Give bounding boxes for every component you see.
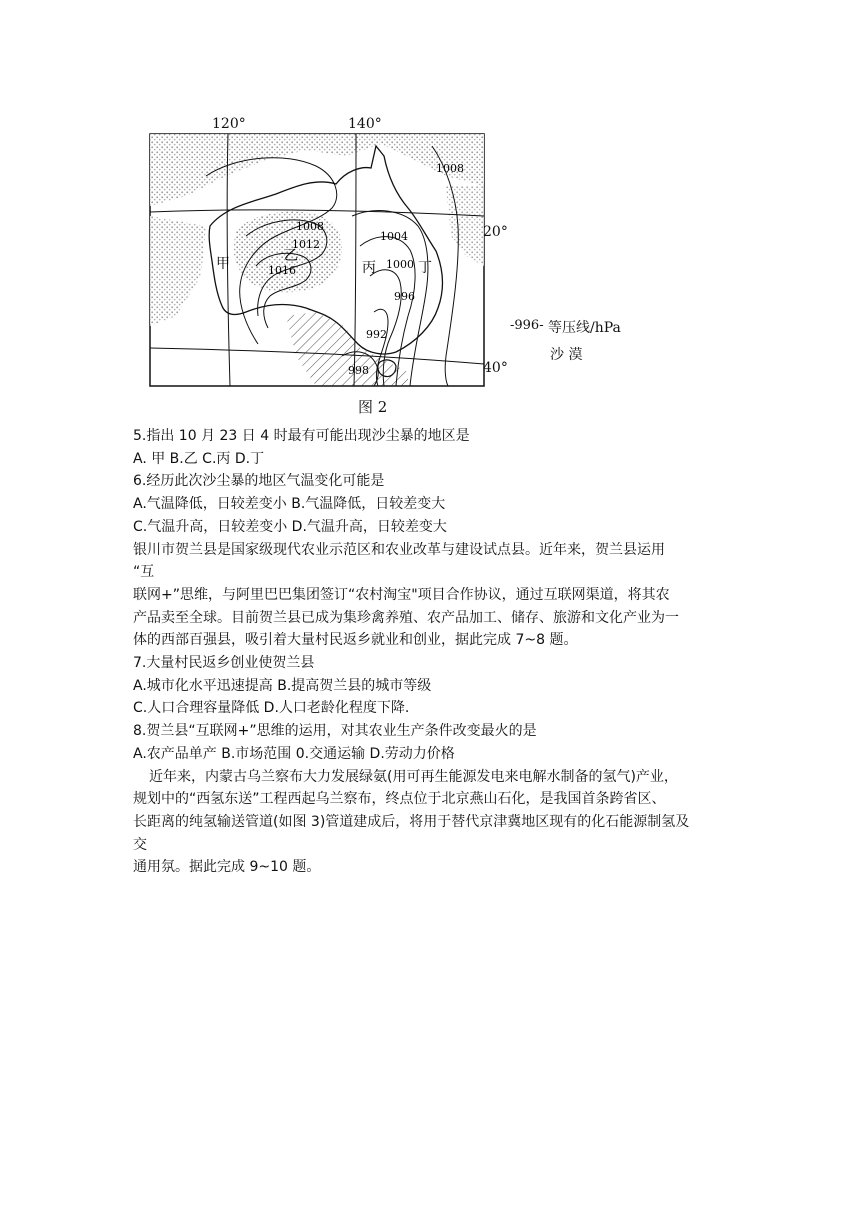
passage1-line: 产品卖至全球。目前贺兰县已成为集珍禽养殖、农产品加工、储存、旅游和文化产业为一: [133, 609, 679, 626]
question-5: 5.指出 10 月 23 日 4 时最有可能出现沙尘暴的地区是: [133, 428, 470, 444]
isobar-label-996: 996: [394, 290, 415, 303]
place-label-bing: 丙: [362, 260, 376, 276]
place-label-jia: 甲: [216, 256, 230, 272]
legend-isobar-text: 等压线/hPa: [548, 320, 621, 336]
legend-desert-text: 沙 漠: [550, 347, 583, 363]
passage2-line: 长距离的纯氢输送管道(如图 3)管道建成后，将用于替代京津冀地区现有的化石能源制氢及: [133, 813, 690, 830]
passage1-line: “互: [133, 564, 155, 581]
passage2-line: 交: [133, 836, 147, 853]
isobar-label-998: 998: [348, 364, 369, 377]
passage2-line: 近年来，内蒙古乌兰察布大力发展绿氨(用可再生能源发电来电解水制备的氢气)产业，: [149, 768, 678, 785]
passage2-line: 通用氛。据此完成 9~10 题。: [133, 859, 321, 876]
place-label-ding: 丁: [418, 260, 432, 276]
passage1-line: 体的西部百强县，吸引着大量村民返乡就业和创业，据此完成 7~8 题。: [133, 632, 578, 649]
lon-label-120: 120°: [212, 116, 246, 132]
isobar-label-1016: 1016: [268, 264, 296, 277]
passage2-line: 规划中的“西氢东送”工程西起乌兰察布，终点位于北京燕山石化，是我国首条跨省区、: [133, 791, 666, 808]
isobar-label-992: 992: [366, 328, 387, 341]
question-6-options-ab: A.气温降低，日较差变小 B.气温降低，日较差变大: [133, 496, 446, 513]
lon-label-140: 140°: [348, 116, 382, 132]
question-8: 8.贺兰县“互联网+”思维的运用，对其农业生产条件改变最火的是: [133, 723, 537, 740]
question-5-options: A. 甲 B.乙 C.丙 D.丁: [133, 450, 265, 467]
isobar-map: [146, 116, 646, 418]
passage1-line: 联网+”思维，与阿里巴巴集团签订“农村淘宝"项目合作协议，通过互联网渠道，将其农: [133, 586, 670, 603]
question-8-options: A.农产品单产 B.市场范围 0.交通运输 D.劳动力价格: [133, 745, 455, 762]
question-7: 7.大量村民返乡创业使贺兰县: [133, 655, 315, 672]
question-7-options-ab: A.城市化水平迅速提高 B.提高贺兰县的城市等级: [133, 677, 432, 694]
figure-caption: 图 2: [358, 398, 388, 416]
legend-isobar-sample: -996-: [510, 318, 544, 333]
question-6: 6.经历此次沙尘暴的地区气温变化可能是: [133, 473, 385, 490]
exam-text: [133, 425, 743, 879]
question-6-options-cd: C.气温升高，日较差变小 D.气温升高，日较差变大: [133, 518, 447, 535]
isobar-label-1008-east: 1008: [436, 162, 464, 175]
lat-label-40: 40°: [483, 360, 508, 376]
weather-map-figure: [146, 116, 646, 418]
isobar-label-1000: 1000: [386, 258, 414, 271]
isobar-label-1008-west: 1008: [296, 220, 324, 233]
question-7-options-cd: C.人口合理容量降低 D.人口老龄化程度下降.: [133, 700, 410, 717]
isobar-label-1004: 1004: [380, 230, 408, 243]
passage1-line: 银川市贺兰县是国家级现代农业示范区和农业改革与建设试点县。近年来，贺兰县运用: [133, 541, 665, 558]
place-label-yi: 乙: [284, 248, 298, 264]
lat-label-20: 20°: [483, 224, 508, 240]
isobar-label-1012: 1012: [292, 238, 320, 251]
